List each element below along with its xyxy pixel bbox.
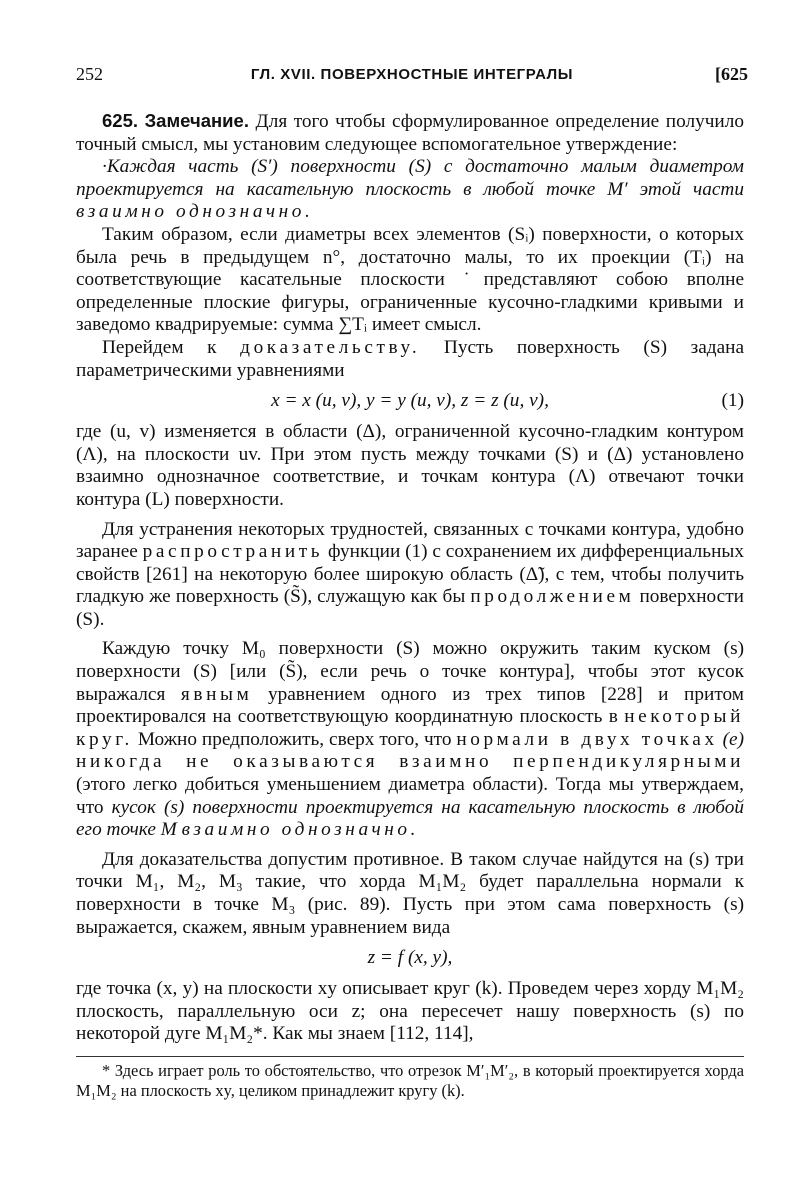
para5-spaced-4: никогда не оказываются взаимно перпендикулярными [76,751,744,773]
footnote: * Здесь играет роль то обстоятельство, что отрезок M′₁M′₂, в который проектируется хорда M₁M₂ на плоскость xy, целиком принадлежит кругу (k). [76,1056,744,1101]
para4-spaced-2: продолжением [470,586,635,608]
paragraph-5 [76,638,744,841]
lemma-spaced: взаимно однозначно. [76,201,314,223]
para5-middle-3: (e) [722,728,745,750]
para5-start: Каждую точку M₀ поверхности (S) можно окружить таким куском (s) поверхности (S) [или (S̃), если речь о точке контура], чтобы этот кусок выражался [76,638,744,705]
formula-1-text: x = x (u, v), y = y (u, v), z = z (u, v), [271,390,549,412]
para2-rest: Пусть поверхность (S) задана параметрическими уравнениями [76,336,745,381]
para5-middle-2: Можно предположить, сверх того, что [137,728,452,750]
paragraph-3: где (u, v) изменяется в области (Δ), ограниченной кусочно-гладким контуром (Λ), на плоскости uv. При этом пусть между точками (S) и (Δ) установлено взаимно однозначное соответствие, и точкам контура (Λ) отвечают точки контура (L) поверхности. [76,421,744,510]
formula-1 [76,390,744,414]
para4-spaced-1: распространить [142,541,324,563]
para5-italic: кусок (s) поверхности проектируется на касательную плоскость в любой его точке M [76,796,744,841]
para5-middle-4: (этого легко добиться уменьшением диаметра области). Тогда мы утверждаем, что [76,774,744,818]
formula-2-text: z = f (x, y), [367,947,453,969]
lemma [76,156,744,224]
para5-spaced-2: некоторый круг. [76,706,744,750]
paragraph-2 [76,337,744,382]
para5-middle-1: уравнением одного из трех типов [228] и притом проектировался на соответствующую координатную плоскость в [76,683,744,728]
page-number: 252 [76,64,103,84]
formula-1-number: (1) [721,390,744,412]
para5-spaced-1: явным [180,683,253,705]
section-intro [76,110,744,156]
paragraph-4 [76,519,744,632]
para5-spaced-3: нормали в двух точках [456,728,718,750]
chapter-title: ГЛ. XVII. ПОВЕРХНОСТНЫЕ ИНТЕГРАЛЫ [250,66,574,83]
para2-spaced: доказательству. [240,336,421,358]
intro-text: Для того чтобы сформулированное определение получило точный смысл, мы установим следующее вспомогательное утверждение: [76,111,744,155]
para2-start: Перейдем к [102,336,217,358]
para4-end: поверхности (S). [76,586,744,630]
paragraph-1: Таким образом, если диаметры всех элементов (Sᵢ) поверхности, о которых была речь в предыдущем n°, достаточно малы, то их проекции (Tᵢ) на соответствующие касательные плоскости ˙представляют собою вполне определенные плоские фигуры, ограниченные кусочно-гладкими кривыми и заведомо квадрируемые: сумма ∑Tᵢ имеет смысл. [76,223,744,336]
para4-start: Для устранения некоторых трудностей, связанных с точками контура, удобно заранее [76,518,744,563]
section-number: 625. [102,110,139,131]
para4-middle: функции (1) с сохранением их дифференциальных свойств [261] на некоторую более широкую область (Δ̃), с тем, чтобы получить гладкую же поверхность (S̃), служащую как бы [76,541,744,608]
lemma-text: ·Каждая часть (S′) поверхности (S) с достаточно малым диаметром проектируется на касательную плоскость в любой точке M′ этой части [76,156,744,200]
page-body [76,110,744,1101]
paragraph-6: Для доказательства допустим противное. В таком случае найдутся на (s) три точки M₁, M₂, M₃ такие, что хорда M₁M₂ будет параллельна нормали к поверхности в точке M₃ (рис. 89). Пусть при этом сама поверхность (s) выражается, скажем, явным уравнением вида [76,848,744,938]
paragraph-7: где точка (x, y) на плоскости xy описывает круг (k). Проведем через хорду M₁M₂ плоскость, параллельную оси z; она пересечет нашу поверхность (s) по некоторой дуге M₁M₂*. Как мы знаем [112, 114], [76,978,744,1045]
section-title: Замечание. [144,110,249,131]
para5-spaced-5: взаимно однозначно. [181,819,420,841]
formula-2 [76,947,744,971]
page-header [76,63,748,87]
section-marker: [625 [715,64,748,84]
